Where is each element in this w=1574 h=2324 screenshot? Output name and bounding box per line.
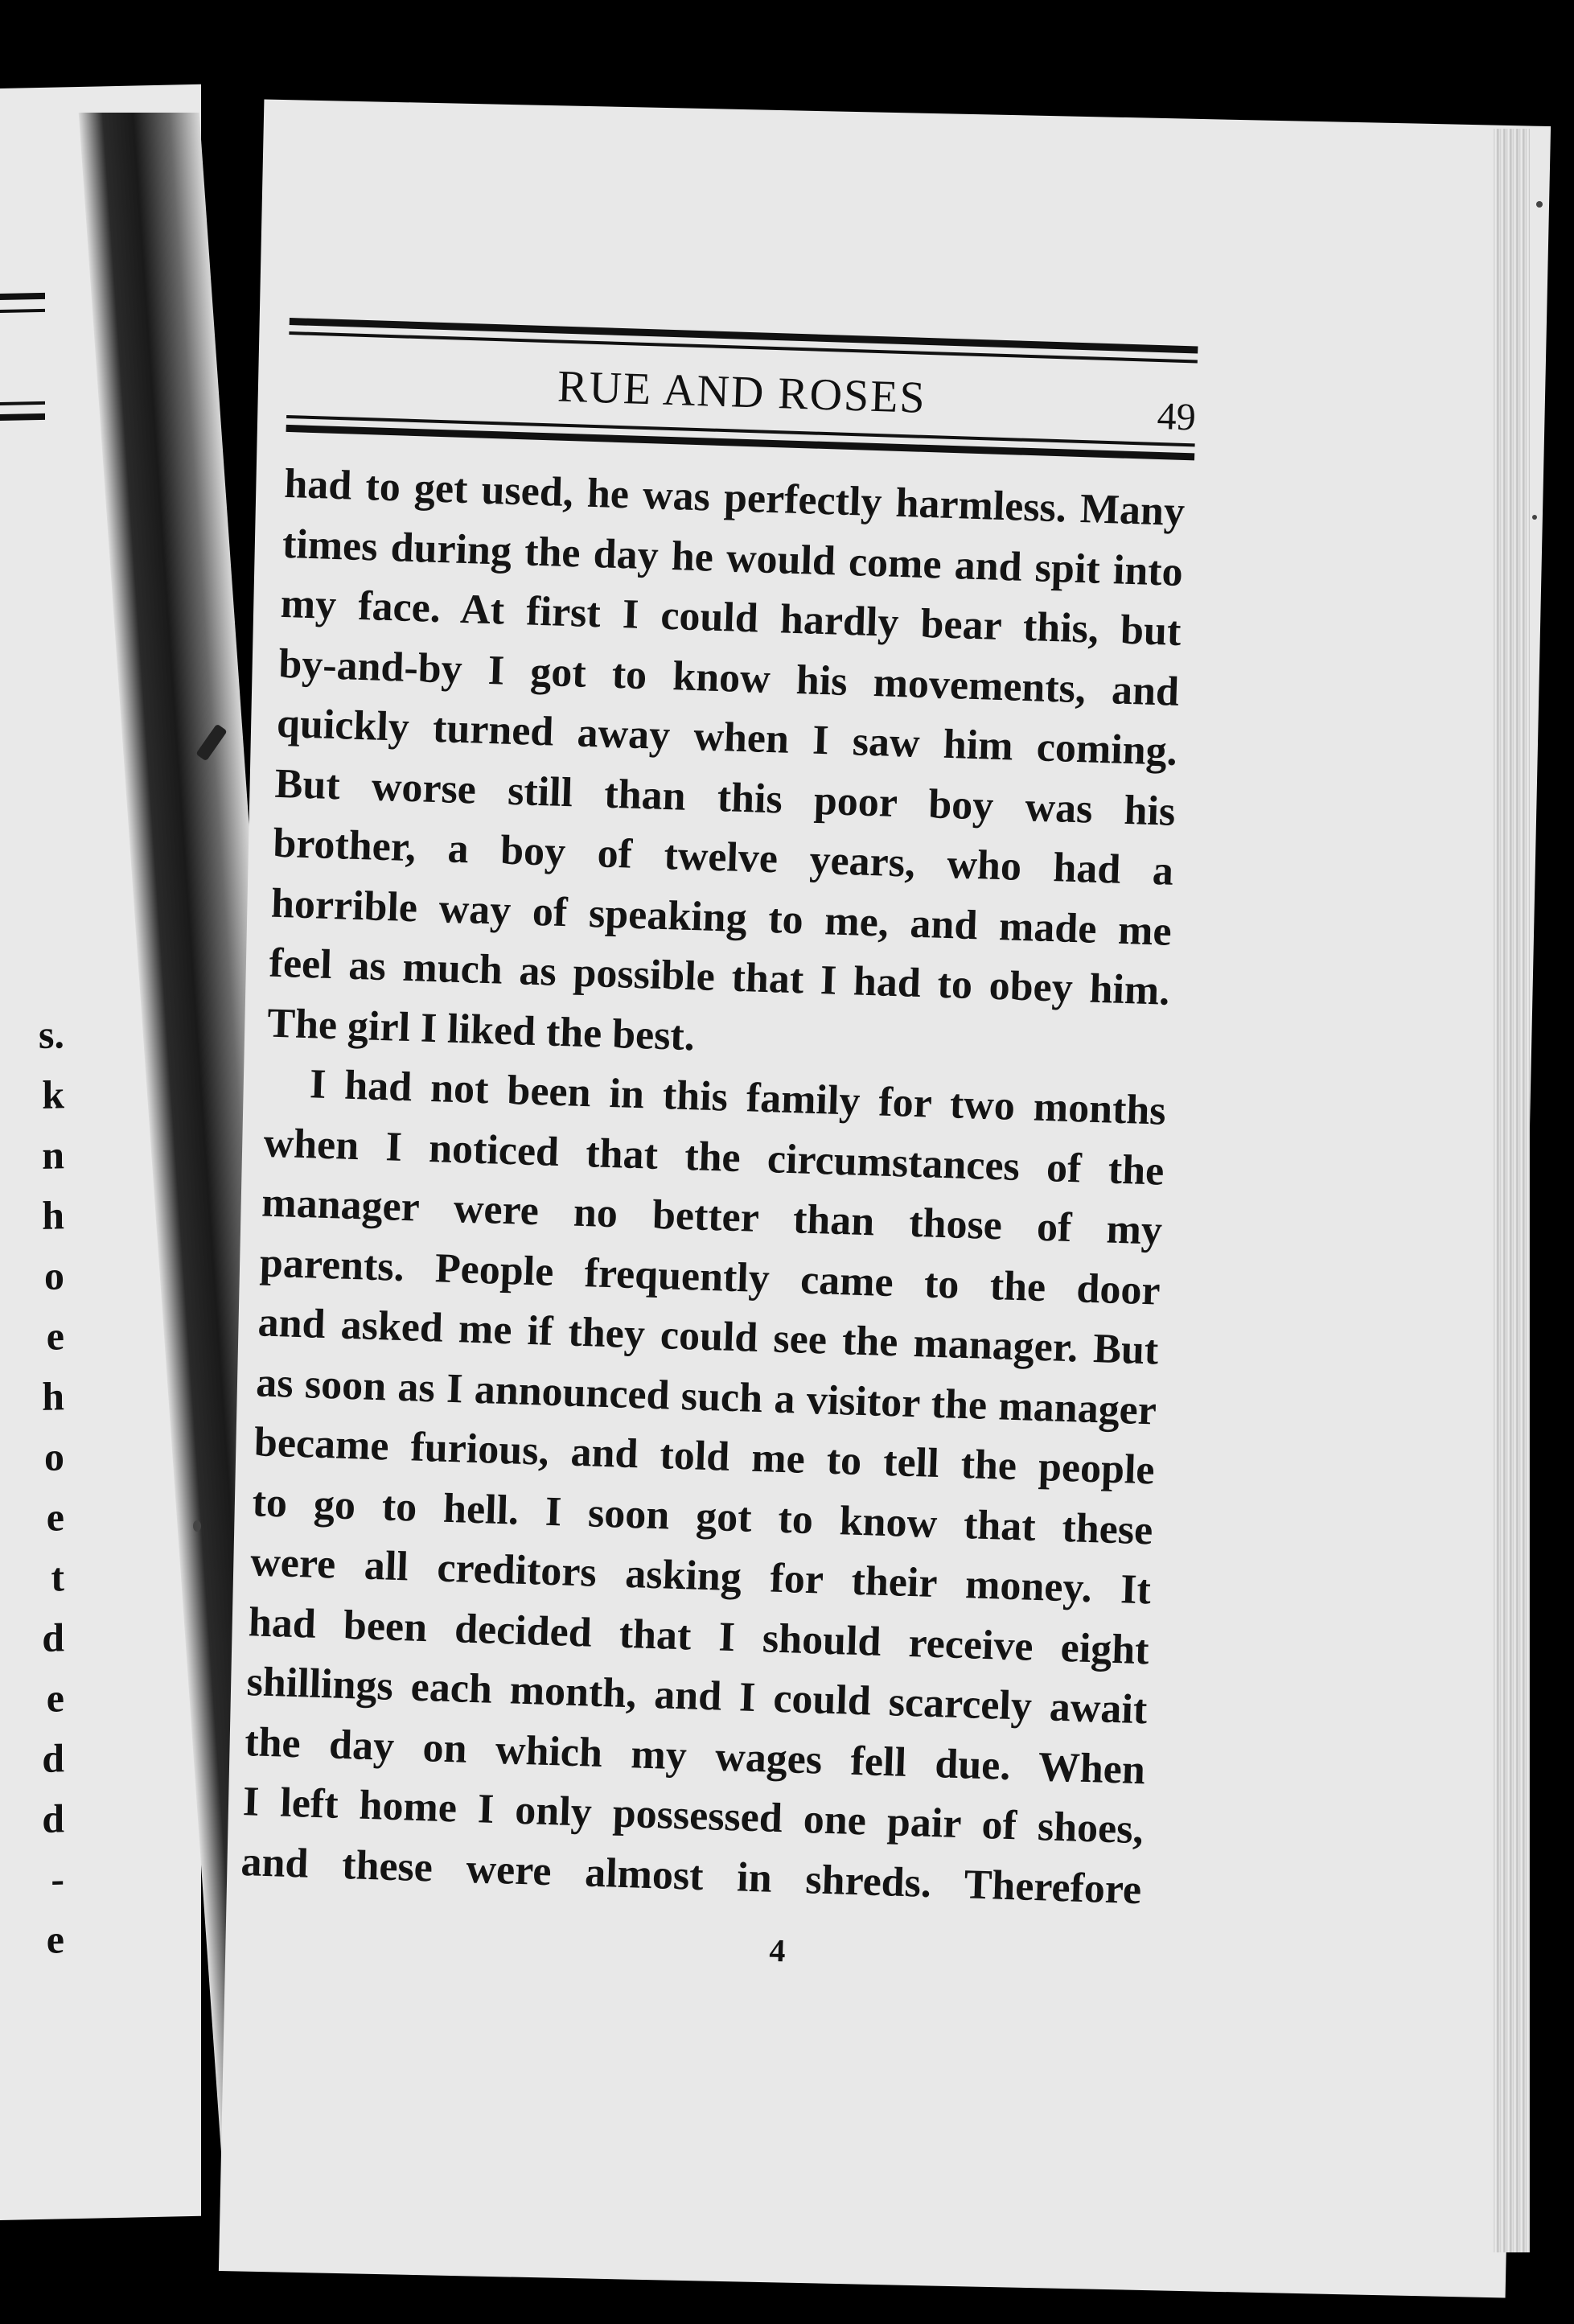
previous-page-rule-top — [0, 293, 45, 300]
text-line: when I noticed that the circumstances of the — [262, 1120, 1165, 1195]
running-title: RUE AND ROSES — [557, 361, 927, 423]
text-line: as soon as I announced such a visitor the manager — [255, 1359, 1157, 1434]
previous-page-rule-bottom-thin — [0, 401, 45, 405]
text-line: times during the day he would come and spit into — [282, 520, 1184, 595]
previous-page-fragment: d — [42, 1614, 64, 1660]
previous-page-fragment: e — [46, 1313, 64, 1359]
text-line: feel as much as possible that I had to obey him. — [268, 940, 1171, 1014]
previous-page-fragment: o — [44, 1433, 64, 1479]
page-edge-stack — [1494, 129, 1530, 2252]
text-line: to go to hell. I soon got to know that these — [251, 1479, 1154, 1553]
text-line: shillings each month, and I could scarcely await — [245, 1659, 1149, 1734]
text-line: The girl I liked the best. — [266, 1000, 696, 1059]
paragraph — [240, 1054, 1166, 1921]
text-line: But worse still than this poor boy was his — [273, 760, 1177, 835]
previous-page-fragment: h — [42, 1373, 64, 1419]
text-line: the day on which my wages fell due. When — [244, 1718, 1146, 1793]
previous-page-rule-bottom — [0, 413, 45, 421]
page-number: 49 — [1156, 394, 1197, 439]
text-line: my face. At first I could hardly bear this, but — [279, 580, 1182, 655]
text-line: manager were no better than those of my — [261, 1179, 1163, 1254]
text-line: by-and-by I got to know his movements, and — [277, 640, 1180, 715]
signature-mark: 4 — [768, 1931, 787, 1969]
previous-page-fragment: n — [42, 1132, 64, 1178]
text-line: became furious, and told me to tell the people — [253, 1419, 1156, 1494]
text-line: I had not been in this family for two months — [309, 1061, 1167, 1134]
text-line: were all creditors asking for their money. It — [249, 1539, 1152, 1614]
previous-page-text-fragments — [0, 1004, 64, 1971]
previous-page-fragment: d — [42, 1795, 64, 1841]
previous-page-fragment: k — [42, 1072, 64, 1117]
page-content — [238, 318, 1246, 1982]
text-line: parents. People frequently came to the door — [259, 1239, 1161, 1314]
speck — [1536, 201, 1543, 208]
previous-page-fragment: o — [44, 1252, 64, 1298]
previous-page-fragment: s. — [39, 1011, 64, 1057]
text-line: and these were almost in shreds. Therefore — [240, 1838, 1143, 1913]
previous-page-fragment: h — [42, 1192, 64, 1238]
text-line: brother, a boy of twelve years, who had a — [272, 820, 1174, 895]
previous-page-fragment: - — [51, 1856, 64, 1902]
text-line: I left home I only possessed one pair of shoes, — [242, 1779, 1145, 1853]
speck — [193, 1520, 201, 1532]
speck — [1532, 515, 1537, 520]
previous-page-fragment: e — [46, 1675, 64, 1721]
paragraph — [266, 455, 1186, 1082]
previous-page-fragment: e — [46, 1916, 64, 1962]
text-line: horrible way of speaking to me, and made me — [270, 880, 1173, 955]
previous-page-fragment: t — [51, 1554, 64, 1600]
running-head — [286, 335, 1198, 443]
previous-page-fragment: d — [42, 1735, 64, 1781]
text-line: had to get used, he was perfectly harmless. Many — [283, 460, 1186, 536]
text-line: had been decided that I should receive eight — [248, 1598, 1150, 1673]
previous-page-rule-top-thin — [0, 309, 45, 313]
text-line: quickly turned away when I saw him coming. — [276, 700, 1178, 775]
body-text — [240, 455, 1186, 1920]
previous-page-fragment: e — [46, 1494, 64, 1540]
text-line: and asked me if they could see the manager. But — [257, 1299, 1160, 1374]
